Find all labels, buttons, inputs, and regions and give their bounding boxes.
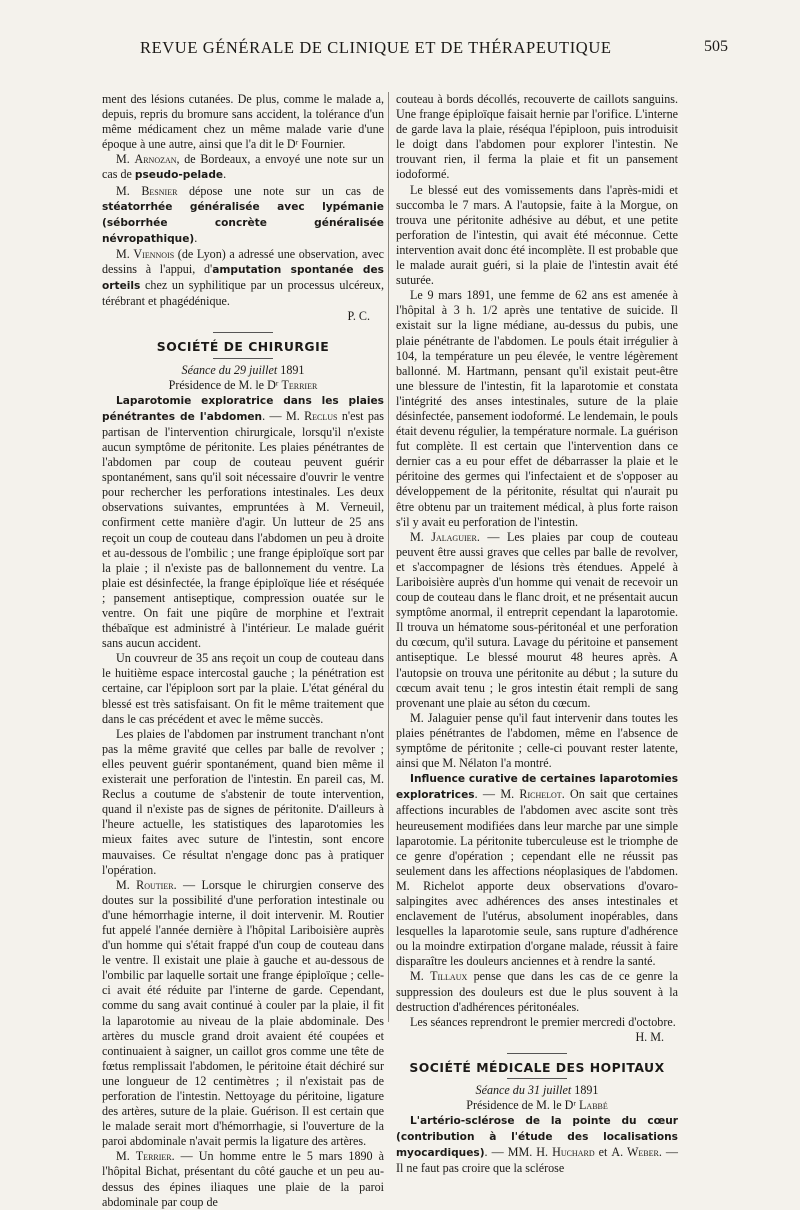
topic-title: Influence curative de certaines laparotomies exploratrices [396,773,678,802]
topic-title: L'artério-sclérose de la pointe du cœur (contribution à l'étude des localisations myocardiques) [396,1115,678,1160]
paragraph: L'artério-sclérose de la pointe du cœur (contribution à l'étude des localisations myocardiques). — MM. H. Huchard et A. Weber. — Il ne faut pas croire que la sclérose [396,1115,678,1176]
topic-title: Laparotomie exploratrice dans les plaies pénétrantes de l'abdomen [102,394,384,423]
author-name: Reclus [304,408,338,423]
author-name: Arnozan [134,152,177,167]
topic-title: pseudo-pelade [134,169,224,182]
left-column [102,92,384,1210]
separator-rule [507,1053,567,1054]
paragraph: M. Tillaux pense que dans les cas de ce genre la suppression des douleurs est due le plus souvent à la destruction d'adhérences péritonéales. [396,969,678,1014]
author-name: Jalaguier [431,529,477,544]
paragraph: M. Viennois (de Lyon) a adressé une observation, avec dessins à l'appui, d'amputation spontanée des orteils chez un syphilitique par un processus ulcéreux, térébrant et phagédénique. [102,246,384,309]
presidency: Présidence de M. le Dʳ Labbé [466,1098,608,1113]
right-column [396,92,678,1177]
paragraph: M. Terrier. — Un homme entre le 5 mars 1890 à l'hôpital Bichat, présentant du côté gauche et un peu au-dessus des épines iliaques une plaie de la paroi abdominale par coup de [102,1149,384,1209]
society-heading: SOCIÉTÉ MÉDICALE DES HOPITAUX [409,1059,665,1075]
paragraph: Le blessé eut des vomissements dans l'après-midi et succomba le 7 mars. A l'autopsie, faite à la Morgue, on trouva une péritonite adhésive au début, et une petite perforation de l'intestin, qui avait été méconnue. Cette intervention avait donc été incomplète. Il est probable que le malade aurait guéri, si la plaie de l'intestin avait été suturée. [396,182,678,288]
paragraph: M. Arnozan, de Bordeaux, a envoyé une note sur un cas de pseudo-pelade. [102,152,384,182]
topic-title: amputation spontanée des orteils [102,264,384,293]
paragraph: M. Jalaguier. — Les plaies par coup de couteau peuvent être aussi graves que celles par balle de revolver, et s'accompagner de lésions très étendues. Appelé à Lariboisière auprès d'un homme qui venait de recevoir un coup de couteau dans le flanc droit, et ne présentait aucun symptôme anormal, il entreprit cependant la laparotomie. Il trouva un hématome sous-péritonéal et une perforation du cœcum, qu'il sutura. Lavage du péritoine et pansement antiseptique. Le blessé mourut 48 heures après. A l'autopsie on trouva une péritonite au début ; la suture du cœcum avait tenu ; le gros intestin était rempli de sang provenant une plaie au séton du cœcum. [396,529,678,710]
author-name: Tillaux [430,969,468,984]
author-name: Besnier [141,183,178,198]
signature: P. C. [347,309,370,324]
paragraph: Le 9 mars 1891, une femme de 62 ans est amenée à l'hôpital à 3 h. 1/2 après une tentative de suicide. Il existait sur la ligne médiane, au-dessus du pubis, une plaie pénétrante de l'abdomen. Le pouls était irrégulier à 104, la température un peu élevée, le ventre légèrement ballonné. M. Hartmann, pensant qu'il existait peut-être une blessure de l'intestin, fit la laparotomie et constata l'intégrité des anses intestinales, suture de la plaie désinfectée, pansement iodoformé. Le lendemain, le pouls était devenu régulier, la température normale. La guérison fut complète. Il est certain que l'intervention dans ce dernier cas a eu pour effet de débarrasser la plaie et le péritoine des germes qui l'infectaient et de s'opposer au développement de la péritonite, résultat qui n'aurait pu être obtenu par un traitement médical, à plus forte raison s'il y avait eu perforation de l'intestin. [396,288,678,529]
paragraph: M. Besnier dépose une note sur un cas de stéatorrhée généralisée avec lypémanie (séborrhée concrète généralisée névropathique). [102,183,384,245]
paragraph: Influence curative de certaines laparotomies exploratrices. — M. Richelot. On sait que certaines affections incurables de l'abdomen avec ascite sont très heureusement modifiées dans leur marche par une simple laparotomie. La péritonite tuberculeuse est le triomphe de ce genre d'opération ; cependant elle ne réussit pas seulement dans les affections néoplasiques de l'abdomen. M. Richelot apporte deux observations d'ovaro-salpingites avec adhérences des anses intestinales et enclavement de l'utérus, absolument inopérables, dans lesquelles la laparotomie seule, sans rupture d'adhérence ou la moindre extirpation d'organe malade, réussit à faire disparaître les douleurs anciennes et à rendre la santé. [396,773,678,969]
presidency: Présidence de M. le Dʳ Terrier [168,377,318,392]
session-date: Séance du 29 juillet 1891 [181,362,305,377]
page-header [100,38,728,60]
paragraph: Les séances reprendront le premier mercredi d'octobre. [410,1014,676,1029]
paragraph: ment des lésions cutanées. De plus, comme le malade a, depuis, repris du bromure sans accident, la tolérance d'un même médicament chez un même malade varie d'une époque à une autre, ainsi que l'a dit le Dʳ Fournier. [102,92,384,152]
signature: H. M. [635,1029,664,1044]
session-date: Séance du 31 juillet 1891 [475,1083,599,1097]
author-name: Richelot [519,787,562,802]
paragraph: Laparotomie exploratrice dans les plaies pénétrantes de l'abdomen. — M. Reclus n'est pas partisan de l'intervention chirurgicale, lorsqu'il n'existe aucun symptôme de péritonite. Les plaies pénétrantes de l'abdomen par coup de couteau peuvent guérir spontanément, sans qu'il soit nécessaire d'ouvrir le ventre pour rechercher les perforations intestinales. Les deux observations suivantes, empruntées à M. Verneuil, confirment cette manière d'agir. Un lutteur de 25 ans reçoit un coup de couteau dans l'abdomen un peu à droite et au-dessous de l'ombilic ; une frange épiploïque sort par la plaie ; il n'existe pas de ballonnement du ventre. La plaie est désinfectée, la frange épiploïque liée et réséquée ; pansement antiseptique, compression ouatée sur le ventre. On fait une piqûre de morphine et l'extrait thébaïque est administré à l'intérieur. Le malade guérit sans aucun accident. [102,394,385,651]
topic-title: stéatorrhée généralisée avec lypémanie (séborrhée concrète généralisée névropathique) [102,200,384,245]
paragraph: Un couvreur de 35 ans reçoit un coup de couteau dans le huitième espace intercostal gauche ; la pénétration est certaine, car l'épiploon sort par la plaie. L'état général du blessé est très satisfaisant. On fit le même traitement que dans le cas précédent et avec le même succès. [102,651,384,726]
paragraph: M. Routier. — Lorsque le chirurgien conserve des doutes sur la possibilité d'une perforation intestinale ou d'une hémorrhagie interne, il doit intervenir. M. Routier fut appelé l'année dernière à l'hôpital Lariboisière auprès d'un homme qui s'était frappé d'un coup de couteau dans le ventre. Il existait une plaie à gauche et au-dessous de l'ombilic par laquelle sortait une frange épiploïque ; celle-ci avait été réduite par l'interne de garde. Cependant, comme du sang avait continué à couler par la plaie, il fit la laparotomie au niveau de la plaie abdominale. Des artères du muscle grand droit avaient été coupées et continuaient à saigner, un caillot gros comme une tête de fœtus remplissait l'abdomen, le péritoine était déchiré sur une longueur de 12 centimètres ; il n'existait pas de perforation de l'intestin. Nettoyage du péritoine, ligature des artères, suture de la plaie. Guérison. Il est certain que le malade serait mort d'hémorrhagie, si l'ouverture de la paroi abdominale n'avait permis la ligature des artères. [102,877,384,1149]
running-title: REVUE GÉNÉRALE DE CLINIQUE ET DE THÉRAPEUTIQUE [140,38,612,57]
paragraph: couteau à bords décollés, recouverte de caillots sanguins. Une frange épiploïque faisait hernie par l'orifice. L'interne de garde lava la plaie, réséqua l'épiploon, puis introduisit le doigt dans l'abdomen pour explorer l'intestin. Ne trouvant rien, il ferma la plaie et fit un pansement iodoformé. [396,92,678,182]
column-divider [388,92,389,1022]
separator-rule [213,332,273,333]
society-heading: SOCIÉTÉ DE CHIRURGIE [156,339,330,355]
author-name: Routier [136,877,174,892]
page-number: 505 [704,38,728,55]
author-name: Viennois [133,246,175,261]
author-name: A. Weber [611,1145,659,1160]
separator-rule [213,358,273,359]
paragraph: Les plaies de l'abdomen par instrument tranchant n'ont pas la même gravité que celles par balle de revolver ; elles peuvent guérir spontanément, quand bien même il existerait une perforation de l'intestin. En pareil cas, M. Reclus a coutume de s'abstenir de toute intervention, quand il n'existe pas de signes de péritonite. D'ailleurs à l'heure actuelle, les statistiques des laparotomies les mieux faites avec suture de l'intestin, sont encore mauvaises. Ce résultat n'engage donc pas à pratiquer l'opération. [102,726,384,877]
paragraph: M. Jalaguier pense qu'il faut intervenir dans toutes les plaies pénétrantes de l'abdomen, même en l'absence de symptôme de péritonite ; celle-ci pouvant rester latente, ainsi que M. Nélaton l'a montré. [396,710,678,771]
author-name: Terrier [135,1149,172,1164]
separator-rule [507,1078,567,1079]
author-name: H. Huchard [536,1145,595,1160]
